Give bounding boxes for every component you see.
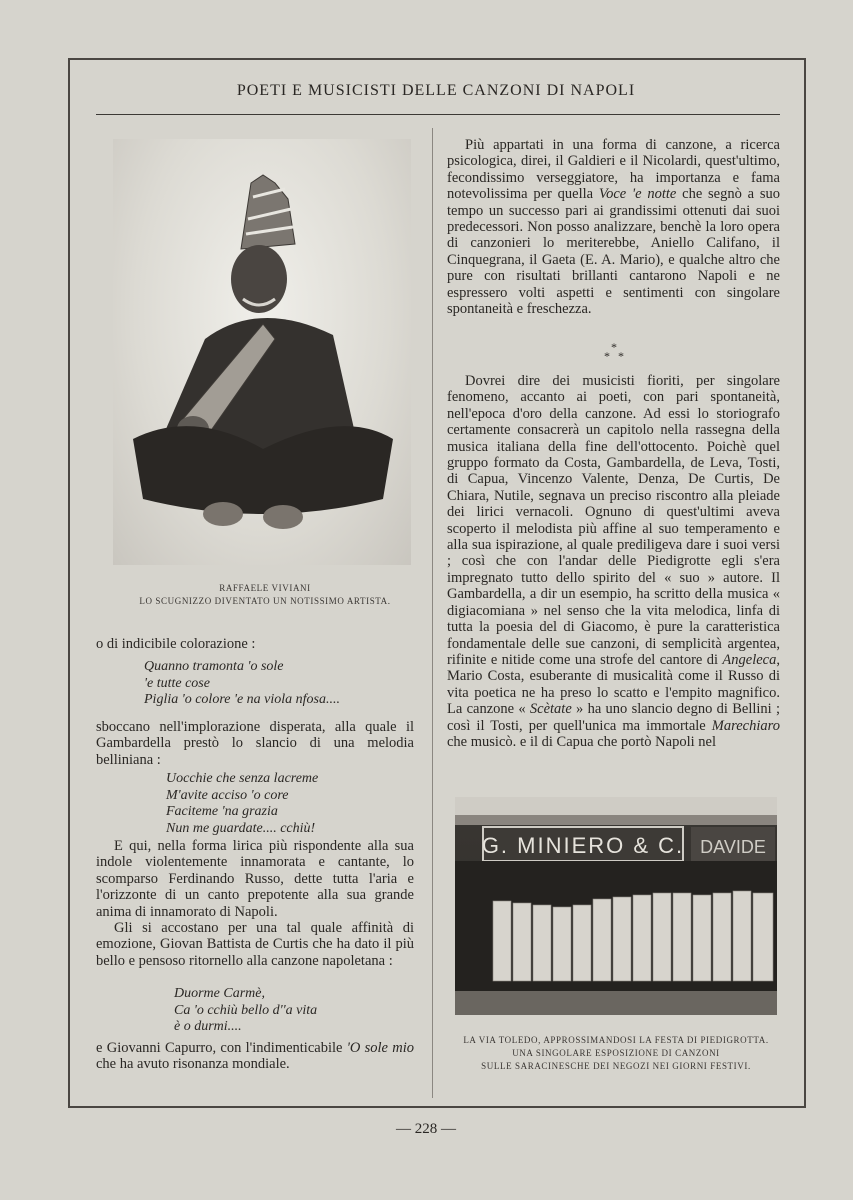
left-paragraph-5 [96,1040,414,1073]
shopfront-illustration [455,797,777,1015]
via-toledo-photo-caption [448,1034,784,1073]
verse-line: Ca 'o cchiù bello d''a vita [174,1002,318,1018]
text-run: e Giovanni Capurro, con l'indimenticabile [96,1040,347,1056]
song-title: Angeleca [722,651,777,668]
text-run: che musicò. e il di Capua che portò Napoli nel [447,733,716,750]
verse-line: Uocchie che senza lacreme [166,771,319,786]
verse-line: Piglia 'o colore 'e na viola nfosa.... [144,692,340,707]
verse-line: Nun me guardate.... cchiù! [166,820,316,836]
paragraph-text [447,137,780,317]
verse-block-1 [144,659,414,709]
via-toledo-photo [455,797,777,1015]
text-run: che segnò a suo tempo un successo pari ai grandissimi ottenuti dai suoi predecessori. Non posso analizzare, benchè la loro opera di canzonieri lo meriterebbe, Aniello Califano, il Cinquegrana, il Gaeta (E. A. Mario), e qualche altro che pure con risultati brillanti cantarono Napoli e ne espressero volti aspetti e sentimenti con singolare spontaneità e freschezza. [447,186,781,318]
viviani-figure-illustration [113,139,411,565]
asterism-star: * [611,340,617,354]
caption-line: LA VIA TOLEDO, APPROSSIMANDOSI LA FESTA DI PIEDIGROTTA. [463,1035,769,1045]
paragraph-text: Gli si accostano per una tal quale affinità di emozione, Giovan Battista de Curtis che ha dato il più bello e pensoso ritornello alla canzone napoletana : [96,920,414,969]
paragraph-text: E qui, nella forma lirica più rispondente alla sua indole violentemente innamorata e cantante, lo scomparso Ferdinando Russo, dette tutta l'aria e l'orizzonte di un canto prepotente alla sua grande anima di innamorato di Napoli. [96,838,414,920]
caption-line: LO SCUGNIZZO DIVENTATO UN NOTISSIMO ARTISTA. [139,596,391,606]
text-run: , Mario Costa, esuberante di musicalità come il Russo di vita poetica ne ha preso lo scatto e l'empito magnifico. La canzone « [447,651,780,718]
asterism-star: * [618,349,624,363]
text-run: Dovrei dire dei musicisti fioriti, per singolare fenomeno, accanto ai poeti, con pari spontaneità, nell'epoca d'oro della canzone. Ad essi lo storiografo certamente consacrerà un capitolo nella rassegna della musica italiana della fine dell'ottocento. Poichè quel gruppo formato da Costa, Gambardella, de Leva, Tosti, di Capua, Vincenzo Valente, Denza, De Curtis, De Chiara, Nutile, segnava un preciso riscontro alla pleiade dei lirici vernacoli. Ognuno di quest'ultimi aveva scoperto il melodista più affine al suo temperamento e alla sua ispirazione, al quale prediligeva dare i suoi versi ; così che con l'andar delle Piedigrotte egli s'era impregnato tutto dello spirito del « suo » autore. Il Gambardella, a dir un esempio, ha scritto della musica « digiacomiana » nel senso che la vita melodica, linfa di tutta la poesia del di Giacomo, è pure la caratteristica fondamentale delle sue canzoni, di semplicità argentea, rifinite e nitide come una strofe del cantore di [447,373,780,668]
page-header-title: POETI E MUSICISTI DELLE CANZONI DI NAPOLI [236,82,636,99]
right-paragraph-2 [447,373,780,750]
paragraph-text [447,373,780,750]
asterism-star: * [604,349,610,363]
caption-line: RAFFAELE VIVIANI [219,583,311,593]
text-run: che ha avuto risonanza mondiale. [96,1056,290,1073]
paragraph-text: sboccano nell'implorazione disperata, alla quale il Gambardella prestò lo slancio di una melodia belliniana : [96,719,414,768]
verse-line: M'avite acciso 'o core [166,787,289,803]
left-paragraph-1 [96,636,416,652]
verse-line: 'e tutte cose [144,675,210,691]
shop-sign-text: G. MINIERO & C. [481,833,685,858]
text-run: » ha uno slancio degno di Bellini ; così il Tosti, per quell'unica ma immortale [447,701,780,734]
asterism-separator [590,340,640,364]
paragraph-text: o di indicibile colorazione : [96,636,256,652]
page-number: — 228 — [396,1121,456,1137]
verse-line: è o durmi.... [174,1019,242,1034]
verse-block-3 [174,986,414,1036]
caption-line: SULLE SARACINESCHE DEI NEGOZI NEI GIORNI FESTIVI. [481,1061,751,1071]
song-title: 'O sole mio [346,1040,415,1056]
caption-line: UNA SINGOLARE ESPOSIZIONE DI CANZONI [512,1048,720,1058]
verse-line: Duorme Carmè, [174,986,265,1001]
song-title: Voce 'e notte [598,186,677,203]
left-paragraph-3 [96,838,414,969]
verse-line: Faciteme 'na grazia [166,804,278,819]
text-run: Più appartati in una forma di canzone, a ricerca psicologica, direi, il Galdieri e il Nicolardi, quest'ultimo, fecondissimo verseggiatore, ha importanza e fama notevolissima per quella [447,137,780,203]
right-paragraph-1 [447,137,780,317]
viviani-photo [113,139,411,565]
column-divider [432,128,433,1098]
verse-line: Quanno tramonta 'o sole [144,659,284,674]
viviani-photo-caption [100,582,430,608]
song-title: Scètate [529,701,572,718]
header-rule [96,114,780,115]
verse-block-2 [166,771,416,837]
shop-sign-right-text: DAVIDE [700,837,766,857]
song-title: Marechiaro [711,717,780,734]
paragraph-text [96,1040,414,1073]
left-paragraph-2 [96,719,414,768]
